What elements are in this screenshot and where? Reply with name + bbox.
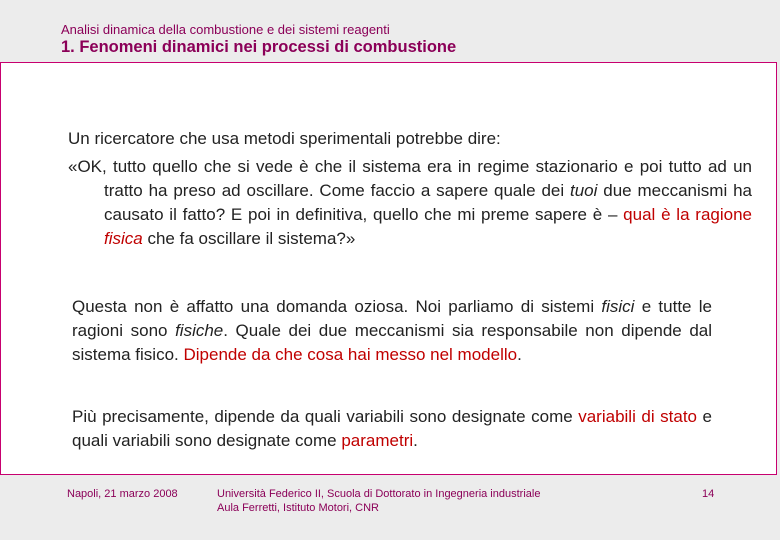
para-text: . Quale dei due meccanismi sia responsabile non dipende dal sistema fisico. (72, 321, 713, 364)
paragraph-quote (68, 155, 752, 251)
footer-institution (217, 487, 540, 515)
footer-institution-line1: Università Federico II, Scuola di Dottorato in Ingegneria industriale (217, 488, 541, 500)
para-text: . (517, 345, 522, 364)
para-italic-fisici: fisici (601, 297, 635, 316)
quote-highlight: qual è la ragione (623, 205, 752, 224)
para-text: Più precisamente, dipende da quali variabili sono designate come (72, 407, 579, 426)
para-text: Questa non è affatto una domanda oziosa. Noi parliamo di sistemi (72, 297, 602, 316)
quote-italic-tuoi: tuoi (570, 181, 598, 200)
para-text: e quali variabili sono designate come (72, 407, 712, 450)
footer-institution-line2: Aula Ferretti, Istituto Motori, CNR (217, 502, 379, 514)
para-text: . (413, 431, 418, 450)
slide-title: 1. Fenomeni dinamici nei processi di combustione (61, 38, 457, 56)
quote-text: che fa oscillare il sistema?» (142, 229, 356, 248)
quote-text: due meccanismi ha causato il fatto? E poi in definitiva, quello che mi preme sapere è – (104, 181, 752, 224)
quote-highlight-italic: fisica (104, 229, 143, 248)
footer-date: Napoli, 21 marzo 2008 (67, 488, 178, 500)
paragraph-variables (72, 405, 712, 453)
slide-header (0, 0, 780, 62)
para-highlight-parameters: parametri (341, 431, 414, 450)
para-italic-fisiche: fisiche (175, 321, 224, 340)
footer-page-number: 14 (702, 488, 715, 500)
para-highlight-state-variables: variabili di stato (578, 407, 697, 426)
paragraph-physics (72, 295, 712, 367)
paragraph-intro: Un ricercatore che usa metodi sperimentali potrebbe dire: (68, 129, 501, 148)
slide-subtitle: Analisi dinamica della combustione e dei sistemi reagenti (61, 22, 390, 37)
para-text: e tutte le ragioni sono (72, 297, 712, 340)
quote-text: «OK, tutto quello che si vede è che il sistema era in regime stazionario e poi tutto ad un tratto ha preso ad oscillare. Come faccio a sapere quale dei (68, 157, 752, 200)
para-highlight: Dipende da che cosa hai messo nel modello (183, 345, 518, 364)
